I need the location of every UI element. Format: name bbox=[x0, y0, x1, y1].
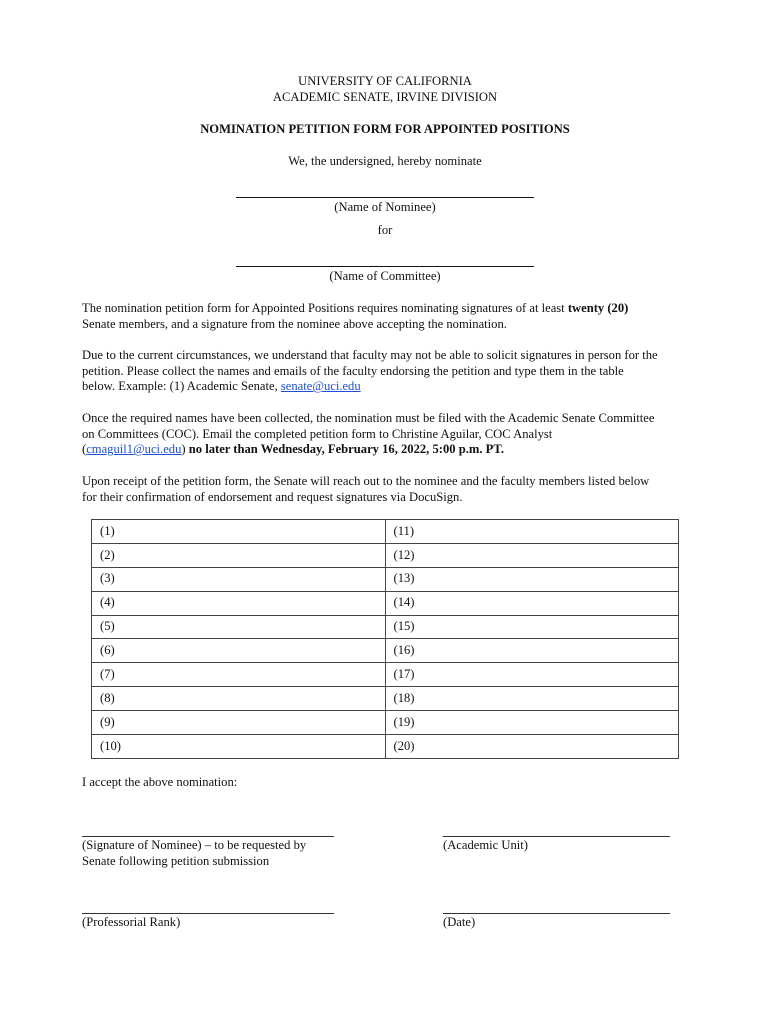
academic-unit-label: (Academic Unit) bbox=[443, 838, 528, 852]
signature-cell[interactable]: (7) bbox=[92, 663, 386, 687]
committee-label: (Name of Committee) bbox=[329, 269, 441, 283]
signature-cell[interactable]: (1) bbox=[92, 520, 386, 544]
para2-line3: below. Example: (1) Academic Senate, bbox=[82, 379, 281, 394]
paragraph-docusign bbox=[82, 474, 692, 505]
signature-cell[interactable]: (4) bbox=[92, 591, 386, 615]
para3-paren-close: ) bbox=[181, 442, 186, 457]
date-line[interactable] bbox=[443, 913, 670, 914]
signature-cell[interactable]: (16) bbox=[385, 639, 679, 663]
date-label: (Date) bbox=[443, 915, 476, 929]
para3-line2: on Committees (COC). Email the completed petition form to Christine Aguilar, COC Analyst bbox=[82, 426, 553, 441]
nominee-signature-label bbox=[82, 838, 382, 869]
academic-unit-line[interactable] bbox=[443, 836, 670, 837]
signature-cell[interactable]: (3) bbox=[92, 567, 386, 591]
nominee-sig-line1: (Signature of Nominee) – to be requested by bbox=[82, 838, 307, 852]
para1-text-b: Senate members, and a signature from the nominee above accepting the nomination. bbox=[82, 316, 507, 331]
signature-cell[interactable]: (20) bbox=[385, 735, 679, 759]
table-row bbox=[92, 567, 679, 591]
para2-line1: Due to the current circumstances, we understand that faculty may not be able to solicit signatures in person for the bbox=[82, 348, 658, 362]
para3-paren-open: ( bbox=[82, 442, 87, 457]
nominee-label: (Name of Nominee) bbox=[334, 200, 436, 214]
para2-line2: petition. Please collect the names and emails of the faculty endorsing the petition and type them in the table bbox=[82, 363, 624, 378]
table-row bbox=[92, 663, 679, 687]
para1-bold: twenty (20) bbox=[567, 301, 629, 315]
signature-cell[interactable]: (6) bbox=[92, 639, 386, 663]
table-row bbox=[92, 543, 679, 567]
signature-cell[interactable]: (14) bbox=[385, 591, 679, 615]
para4-line1: Upon receipt of the petition form, the Senate will reach out to the nominee and the faculty members listed below bbox=[82, 474, 650, 488]
intro-text: We, the undersigned, hereby nominate bbox=[288, 154, 482, 168]
nominee-sig-line2: Senate following petition submission bbox=[82, 853, 270, 868]
table-row bbox=[92, 639, 679, 663]
signature-cell[interactable]: (13) bbox=[385, 567, 679, 591]
signature-cell[interactable]: (10) bbox=[92, 735, 386, 759]
table-row bbox=[92, 520, 679, 544]
senate-division: ACADEMIC SENATE, IRVINE DIVISION bbox=[272, 90, 498, 104]
senate-email-link[interactable]: senate@uci.edu bbox=[280, 379, 361, 394]
para4-line2: for their confirmation of endorsement and request signatures via DocuSign. bbox=[82, 489, 463, 504]
para1-text: The nomination petition form for Appointed Positions requires nominating signatures of at least bbox=[82, 301, 568, 315]
para3-line1: Once the required names have been collected, the nomination must be filed with the Academic Senate Committee bbox=[82, 411, 655, 425]
deadline-text: no later than Wednesday, February 16, 2022, 5:00 p.m. PT. bbox=[188, 442, 504, 457]
paragraph-filing bbox=[82, 411, 692, 458]
nominee-name-line[interactable] bbox=[236, 197, 534, 198]
table-row bbox=[92, 687, 679, 711]
signature-table bbox=[91, 519, 679, 759]
form-title: NOMINATION PETITION FORM FOR APPOINTED POSITIONS bbox=[200, 122, 570, 136]
table-row bbox=[92, 711, 679, 735]
professorial-rank-line[interactable] bbox=[82, 913, 334, 914]
signature-cell[interactable]: (12) bbox=[385, 543, 679, 567]
signature-cell[interactable]: (5) bbox=[92, 615, 386, 639]
paragraph-circumstances bbox=[82, 348, 692, 395]
signature-cell[interactable]: (19) bbox=[385, 711, 679, 735]
table-row bbox=[92, 591, 679, 615]
nominee-signature-line[interactable] bbox=[82, 836, 334, 837]
university-name: UNIVERSITY OF CALIFORNIA bbox=[298, 74, 472, 88]
paragraph-requirements bbox=[82, 301, 692, 332]
table-row bbox=[92, 615, 679, 639]
for-text: for bbox=[377, 223, 393, 237]
committee-name-line[interactable] bbox=[236, 266, 534, 267]
signature-cell[interactable]: (2) bbox=[92, 543, 386, 567]
signature-cell[interactable]: (18) bbox=[385, 687, 679, 711]
accept-text: I accept the above nomination: bbox=[82, 775, 238, 789]
professorial-rank-label: (Professorial Rank) bbox=[82, 915, 181, 929]
coc-email-link[interactable]: cmaguil1@uci.edu bbox=[86, 442, 182, 457]
table-row bbox=[92, 735, 679, 759]
signature-cell[interactable]: (9) bbox=[92, 711, 386, 735]
signature-cell[interactable]: (11) bbox=[385, 520, 679, 544]
signature-cell[interactable]: (8) bbox=[92, 687, 386, 711]
signature-cell[interactable]: (15) bbox=[385, 615, 679, 639]
signature-cell[interactable]: (17) bbox=[385, 663, 679, 687]
